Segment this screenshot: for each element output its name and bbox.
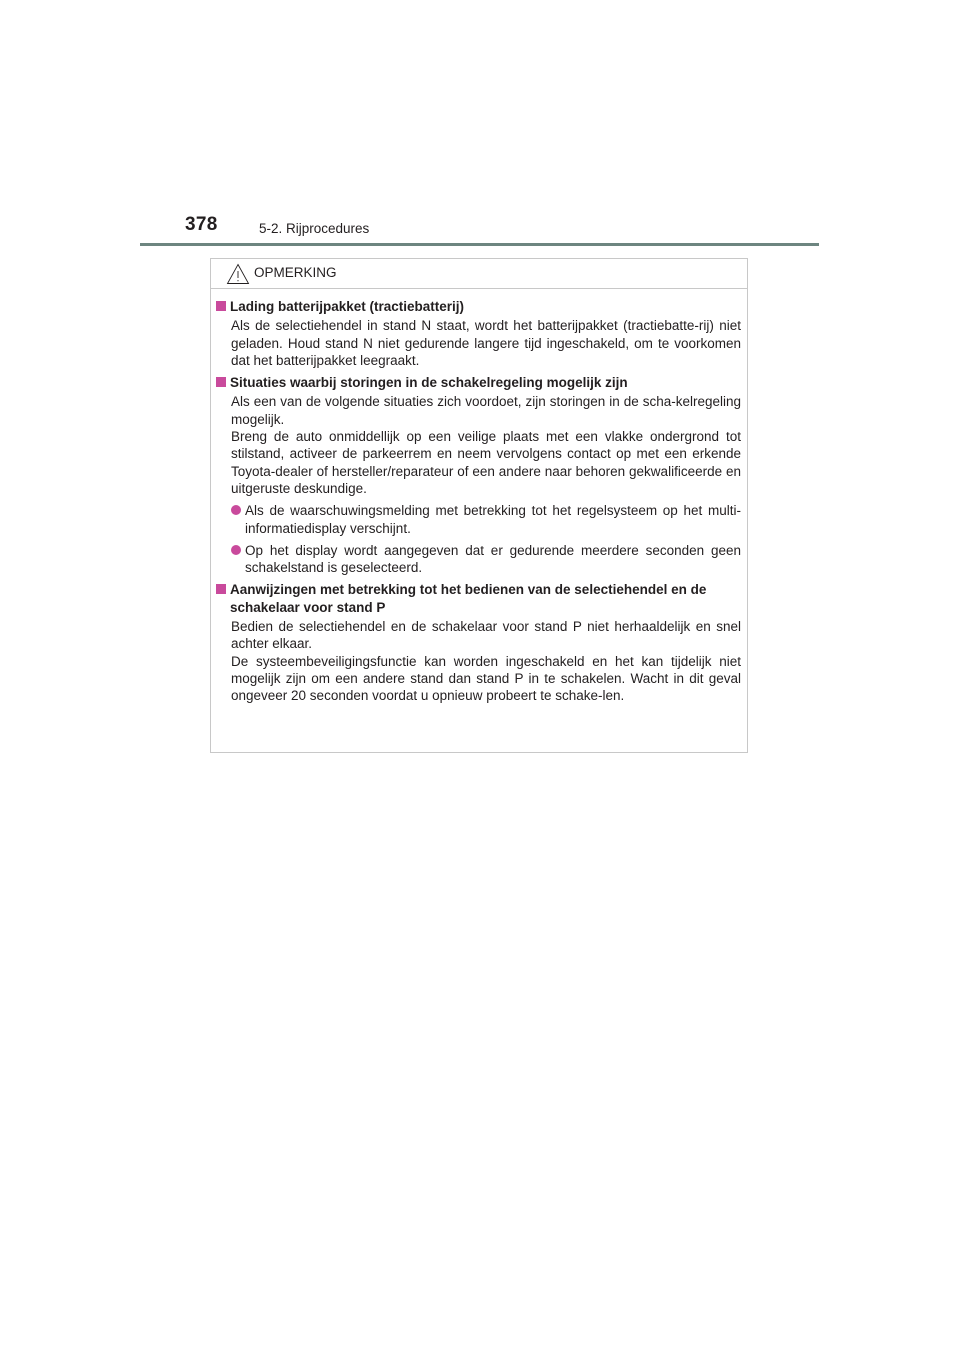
section-heading-text: Lading batterijpakket (tractiebatterij) bbox=[230, 299, 465, 314]
note-section bbox=[216, 581, 741, 704]
paragraph: Als een van de volgende situaties zich voordoet, zijn storingen in de scha-kelregeling mogelijk. bbox=[231, 394, 741, 427]
page-header bbox=[185, 214, 819, 246]
paragraph: Breng de auto onmiddellijk op een veilige plaats met een vlakke ondergrond tot stilstand, activeer de parkeerrem en neem vervolgens contact op met een erkende Toyota-dealer of hersteller/reparateur of een andere naar behoren gekwalificeerde en uitgeruste deskundige. bbox=[231, 429, 741, 496]
section-heading-text: Aanwijzingen met betrekking tot het bedienen van de selectiehendel en de schakelaar voor stand P bbox=[230, 582, 707, 615]
bullet-text: Als de waarschuwingsmelding met betrekking tot het regelsysteem op het multi-informatiedisplay verschijnt. bbox=[245, 503, 741, 536]
page-number: 378 bbox=[185, 214, 218, 235]
header-divider bbox=[140, 243, 819, 246]
notice-body bbox=[211, 289, 747, 705]
square-bullet-icon bbox=[216, 377, 226, 387]
notice-title: OPMERKING bbox=[254, 265, 337, 280]
section-heading bbox=[216, 298, 741, 315]
notice-header bbox=[211, 259, 747, 289]
square-bullet-icon bbox=[216, 301, 226, 311]
section-heading-text: Situaties waarbij storingen in de schakelregeling mogelijk zijn bbox=[230, 375, 628, 391]
section-title: 5-2. Rijprocedures bbox=[259, 221, 370, 236]
round-bullet-icon bbox=[231, 545, 241, 555]
bullet-text: Op het display wordt aangegeven dat er gedurende meerdere seconden geen schakelstand is geselecteerd. bbox=[245, 542, 741, 576]
section-heading bbox=[216, 374, 741, 391]
notice-box bbox=[210, 258, 748, 753]
square-bullet-icon bbox=[216, 584, 226, 594]
warning-triangle-icon bbox=[226, 263, 250, 285]
section-heading bbox=[216, 581, 741, 616]
note-section bbox=[216, 298, 741, 369]
paragraph: Als de selectiehendel in stand N staat, wordt het batterijpakket (tractiebatte-rij) niet geladen. Houd stand N niet gedurende langere tijd ingeschakeld, om te voorkomen dat het batterijpakket leegraakt. bbox=[231, 318, 741, 368]
bullet-item bbox=[231, 542, 741, 577]
paragraph: De systeembeveiligingsfunctie kan worden ingeschakeld en het kan tijdelijk niet mogelijk zijn om een andere stand dan stand P in te schakelen. Wacht in dit geval ongeveer 20 seconden voordat u opnieuw probeert te schake-len. bbox=[231, 653, 741, 704]
paragraph: Bedien de selectiehendel en de schakelaar voor stand P niet herhaaldelijk en snel achter elkaar. bbox=[231, 619, 741, 652]
round-bullet-icon bbox=[231, 505, 241, 515]
note-section bbox=[216, 374, 741, 576]
bullet-item bbox=[231, 502, 741, 537]
